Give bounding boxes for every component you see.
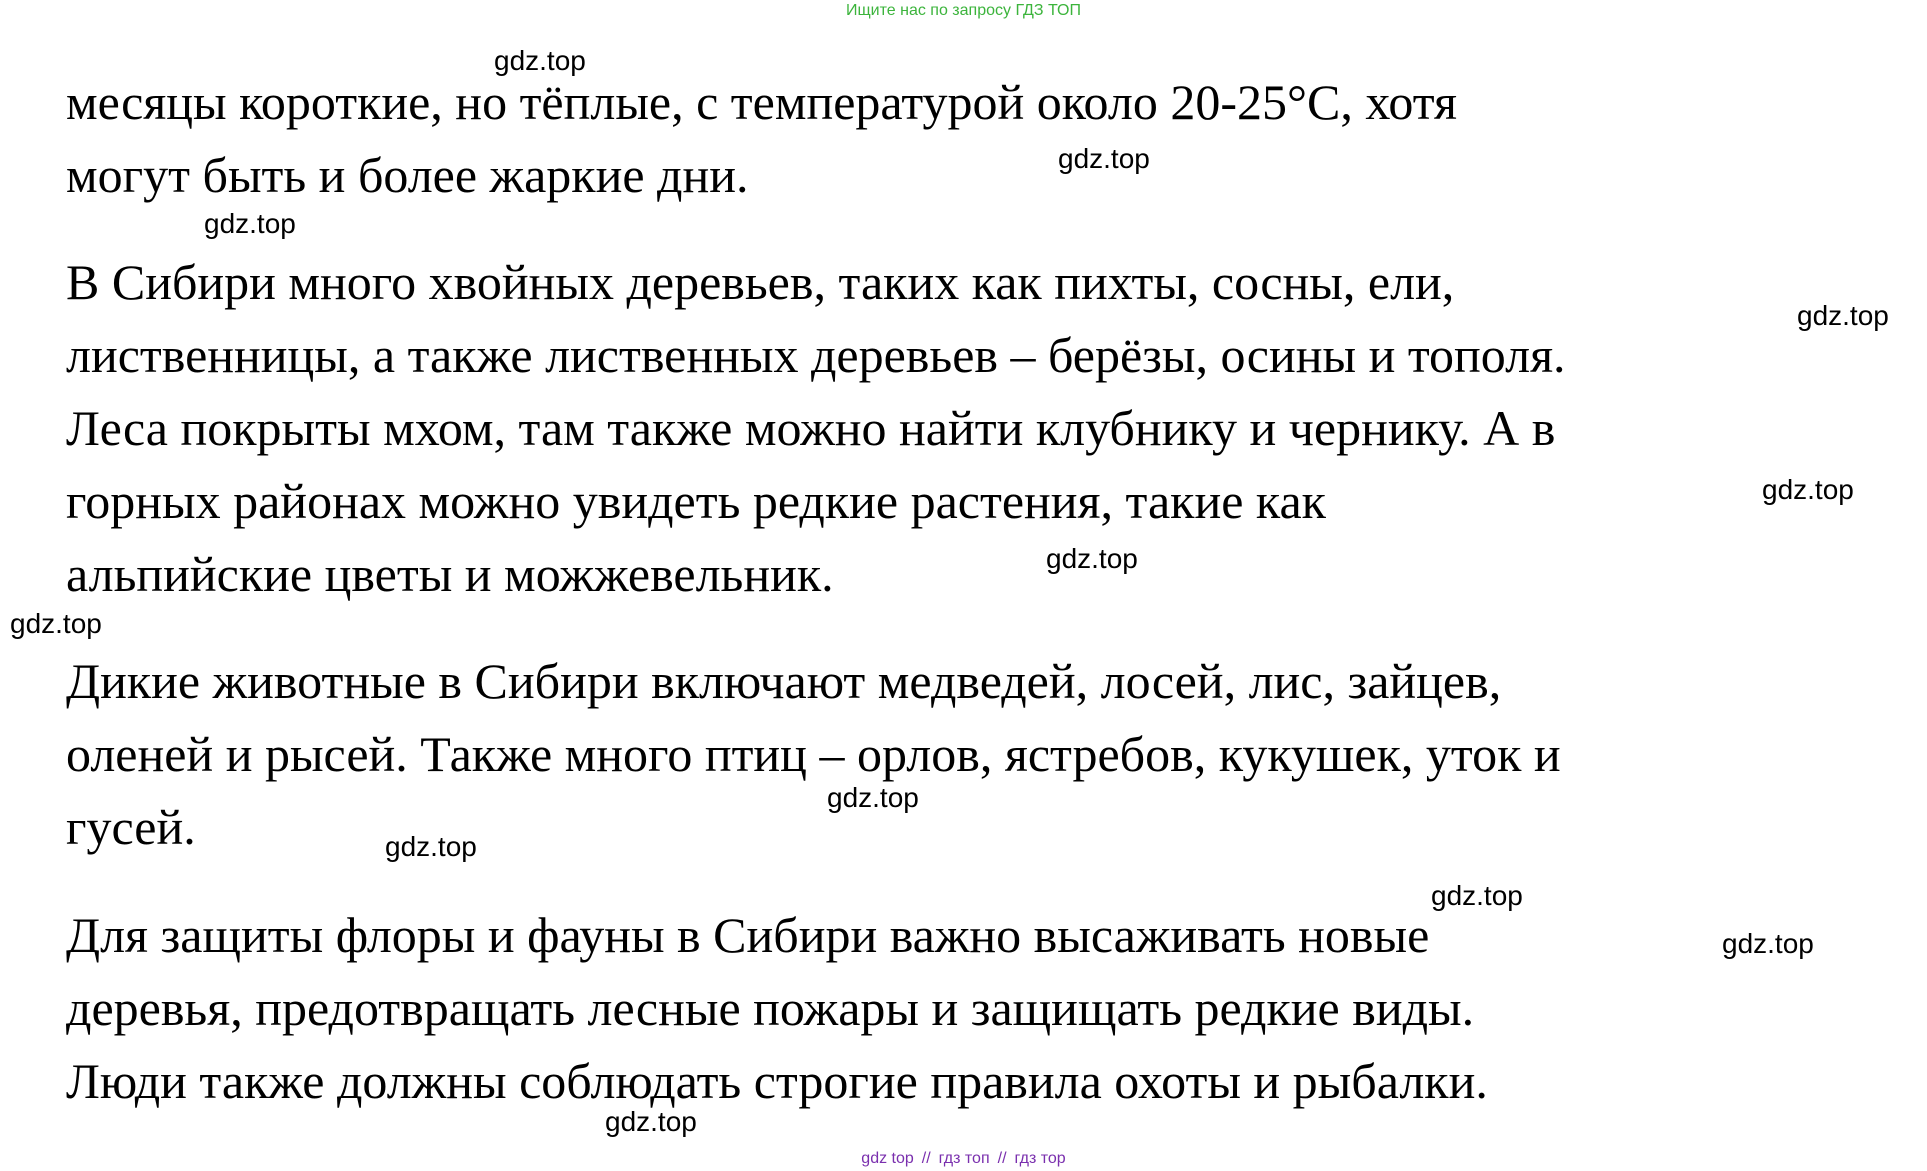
footer-link[interactable]: gdz top [861, 1150, 914, 1167]
watermark: gdz.top [827, 782, 919, 813]
text-line: Леса покрыты мхом, там также можно найти клубнику и чернику. А в [66, 400, 1556, 456]
text-line: В Сибири много хвойных деревьев, таких как пихты, сосны, ели, [66, 254, 1455, 310]
paragraph-summer [66, 66, 1457, 212]
watermark: gdz.top [10, 608, 102, 639]
text-line: Для защиты флоры и фауны в Сибири важно высаживать новые [66, 907, 1430, 963]
paragraph-fauna [66, 645, 1561, 864]
paragraph-flora [66, 246, 1566, 611]
watermark: gdz.top [494, 45, 586, 76]
text-line: оленей и рысей. Также много птиц – орлов, ястребов, кукушек, уток и [66, 726, 1561, 782]
text-line: гусей. [66, 799, 196, 855]
text-line: альпийские цветы и можжевельник. [66, 546, 834, 602]
watermark: gdz.top [1431, 880, 1523, 911]
watermark: gdz.top [1058, 143, 1150, 174]
text-line: деревья, предотвращать лесные пожары и защищать редкие виды. [66, 980, 1475, 1036]
text-line: Дикие животные в Сибири включают медведей, лосей, лис, зайцев, [66, 653, 1502, 709]
footer-link[interactable]: гдз тор [1014, 1150, 1066, 1167]
text-line: могут быть и более жаркие дни. [66, 147, 749, 203]
watermark: gdz.top [385, 831, 477, 862]
watermark: gdz.top [1762, 474, 1854, 505]
text-line: Люди также должны соблюдать строгие правила охоты и рыбалки. [66, 1053, 1488, 1109]
footer-link[interactable]: гдз топ [938, 1150, 990, 1167]
footer-separator: // [921, 1150, 931, 1167]
top-banner: Ищите нас по запросу ГДЗ ТОП [846, 2, 1081, 19]
text-line: лиственницы, а также лиственных деревьев – берёзы, осины и тополя. [66, 327, 1566, 383]
footer-separator: // [997, 1150, 1007, 1167]
watermark: gdz.top [204, 208, 296, 239]
watermark: gdz.top [1797, 300, 1889, 331]
paragraph-protection [66, 899, 1488, 1118]
text-line: месяцы короткие, но тёплые, с температурой около 20-25°С, хотя [66, 74, 1457, 130]
watermark: gdz.top [605, 1106, 697, 1137]
watermark: gdz.top [1046, 543, 1138, 574]
footer-links [0, 1149, 1927, 1169]
text-line: горных районах можно увидеть редкие растения, такие как [66, 473, 1326, 529]
watermark: gdz.top [1722, 928, 1814, 959]
